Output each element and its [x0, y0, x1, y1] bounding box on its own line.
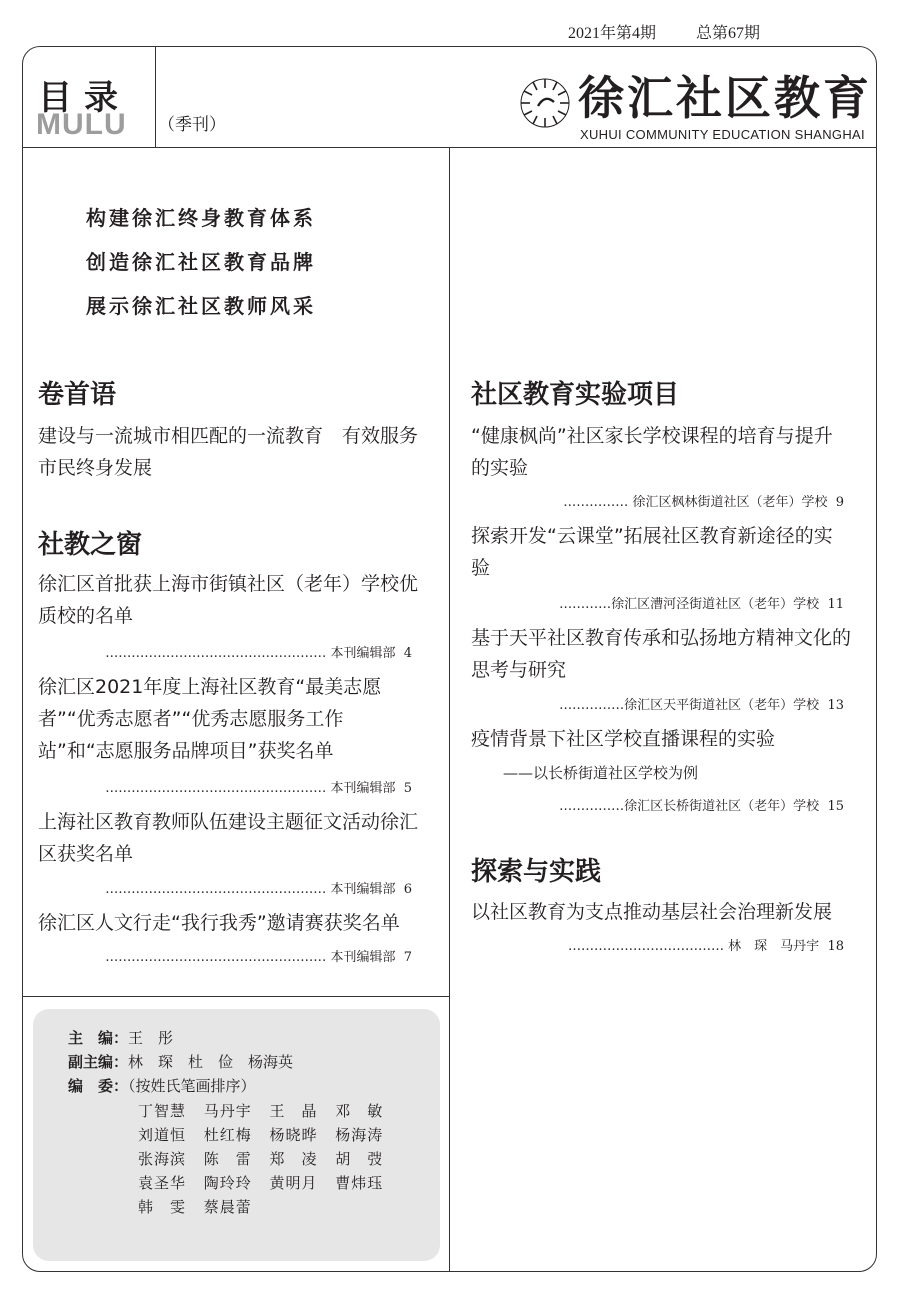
title-divider	[155, 46, 156, 147]
quarterly-label: （季刊）	[158, 115, 226, 135]
slogan-2: 创造徐汇社区教育品牌	[86, 250, 316, 274]
page-number: 13	[827, 698, 844, 713]
source-name: 徐汇区长桥街道社区（老年）学校	[624, 799, 820, 814]
logo-emblem-icon	[518, 76, 572, 130]
staff-divider	[22, 996, 449, 997]
source-name: 本刊编辑部	[330, 882, 396, 897]
experiment-article-1-title: “健康枫尚”社区家长学校课程的培育与提升的实验	[471, 425, 833, 479]
magazine-logo: 徐汇社区教育	[578, 71, 872, 125]
deputy-editor-names: 林 琛 杜 俭 杨海英	[128, 1053, 294, 1071]
practice-article-1-title: 以社区教育为支点推动基层社会治理新发展	[471, 901, 833, 923]
page-number: 15	[827, 799, 844, 814]
section-title-window: 社教之窗	[38, 530, 143, 560]
editorial-board-note: （按姓氏笔画排序）	[128, 1077, 256, 1095]
experiment-article-4-source: ……………徐汇区长桥街道社区（老年）学校 15	[559, 799, 844, 814]
board-members-row: 韩 雯 蔡晨蕾	[138, 1198, 252, 1216]
experiment-article-3-title: 基于天平社区教育传承和弘扬地方精神文化的思考与研究	[471, 627, 852, 681]
window-article-1-title: 徐汇区首批获上海市街镇社区（老年）学校优质校的名单	[38, 573, 419, 627]
window-article-2-source: …………………………………………… 本刊编辑部 5	[105, 781, 412, 796]
page-number: 7	[403, 950, 412, 965]
chief-editor-name: 王 彤	[128, 1029, 174, 1047]
section-title-practice: 探索与实践	[471, 857, 602, 887]
source-name: 本刊编辑部	[330, 950, 396, 965]
board-members-row: 丁智慧 马丹宇 王 晶 邓 敏	[138, 1102, 384, 1120]
issue-info	[568, 20, 760, 43]
page-number: 11	[827, 597, 844, 612]
experiment-article-2-title: 探索开发“云课堂”拓展社区教育新途径的实验	[471, 525, 833, 579]
source-name: 徐汇区漕河泾街道社区（老年）学校	[611, 597, 820, 612]
editorial-board	[68, 1075, 256, 1096]
issue-number: 2021年第4期	[568, 25, 657, 42]
page-number: 18	[827, 939, 844, 954]
window-article-3-source: …………………………………………… 本刊编辑部 6	[105, 882, 412, 897]
window-article-4-title: 徐汇区人文行走“我行我秀”邀请赛获奖名单	[38, 912, 400, 934]
window-article-2-title: 徐汇区2021年度上海社区教育“最美志愿者”“优秀志愿者”“优秀志愿服务工作站”和“志愿服务品牌项目”获奖名单	[38, 676, 382, 762]
board-members-row: 刘道恒 杜红梅 杨晓晔 杨海涛	[138, 1126, 384, 1144]
window-article-4-source: …………………………………………… 本刊编辑部 7	[105, 950, 412, 965]
source-name: 徐汇区天平街道社区（老年）学校	[624, 698, 820, 713]
chief-editor	[68, 1027, 173, 1048]
slogan-3: 展示徐汇社区教师风采	[86, 294, 316, 318]
experiment-article-4-subtitle: ——以长桥街道社区学校为例	[503, 764, 699, 782]
source-name: 徐汇区枫林街道社区（老年）学校	[632, 495, 828, 510]
preface-article-title: 建设与一流城市相匹配的一流教育 有效服务市民终身发展	[38, 425, 419, 479]
experiment-article-2-source: …………徐汇区漕河泾街道社区（老年）学校 11	[559, 597, 844, 612]
section-title-preface: 卷首语	[38, 380, 117, 410]
page-number: 9	[835, 495, 844, 510]
window-article-1-source: …………………………………………… 本刊编辑部 4	[105, 646, 412, 661]
editorial-board-label: 编 委：	[68, 1077, 129, 1095]
practice-article-1-source: ……………………………… 林 琛 马丹宇 18	[568, 939, 844, 954]
source-name: 本刊编辑部	[330, 781, 396, 796]
slogan-1: 构建徐汇终身教育体系	[86, 206, 316, 230]
experiment-article-1-source: …………… 徐汇区枫林街道社区（老年）学校 9	[563, 495, 844, 510]
window-article-3-title: 上海社区教育教师队伍建设主题征文活动徐汇区获奖名单	[38, 811, 419, 865]
experiment-article-3-source: ……………徐汇区天平街道社区（老年）学校 13	[559, 698, 844, 713]
page-number: 6	[403, 882, 412, 897]
deputy-editor	[68, 1051, 293, 1072]
experiment-article-4-title: 疫情背景下社区学校直播课程的实验	[471, 728, 776, 750]
deputy-editor-label: 副主编：	[68, 1053, 129, 1071]
page-number: 4	[403, 646, 412, 661]
chief-editor-label: 主 编：	[68, 1029, 129, 1047]
magazine-subtitle: XUHUI COMMUNITY EDUCATION SHANGHAI	[580, 127, 865, 142]
board-members-row: 袁圣华 陶玲玲 黄明月 曹炜珏	[138, 1174, 384, 1192]
source-name: 本刊编辑部	[330, 646, 396, 661]
source-name: 林 琛 马丹宇	[728, 939, 820, 954]
board-members-row: 张海滨 陈 雷 郑 凌 胡 弢	[138, 1150, 384, 1168]
section-title-experiments: 社区教育实验项目	[471, 380, 680, 410]
column-divider	[449, 147, 450, 1272]
issue-total: 总第67期	[696, 25, 761, 42]
toc-pinyin: MULU	[36, 108, 127, 141]
page-number: 5	[403, 781, 412, 796]
toc-title: 目录	[38, 78, 130, 118]
